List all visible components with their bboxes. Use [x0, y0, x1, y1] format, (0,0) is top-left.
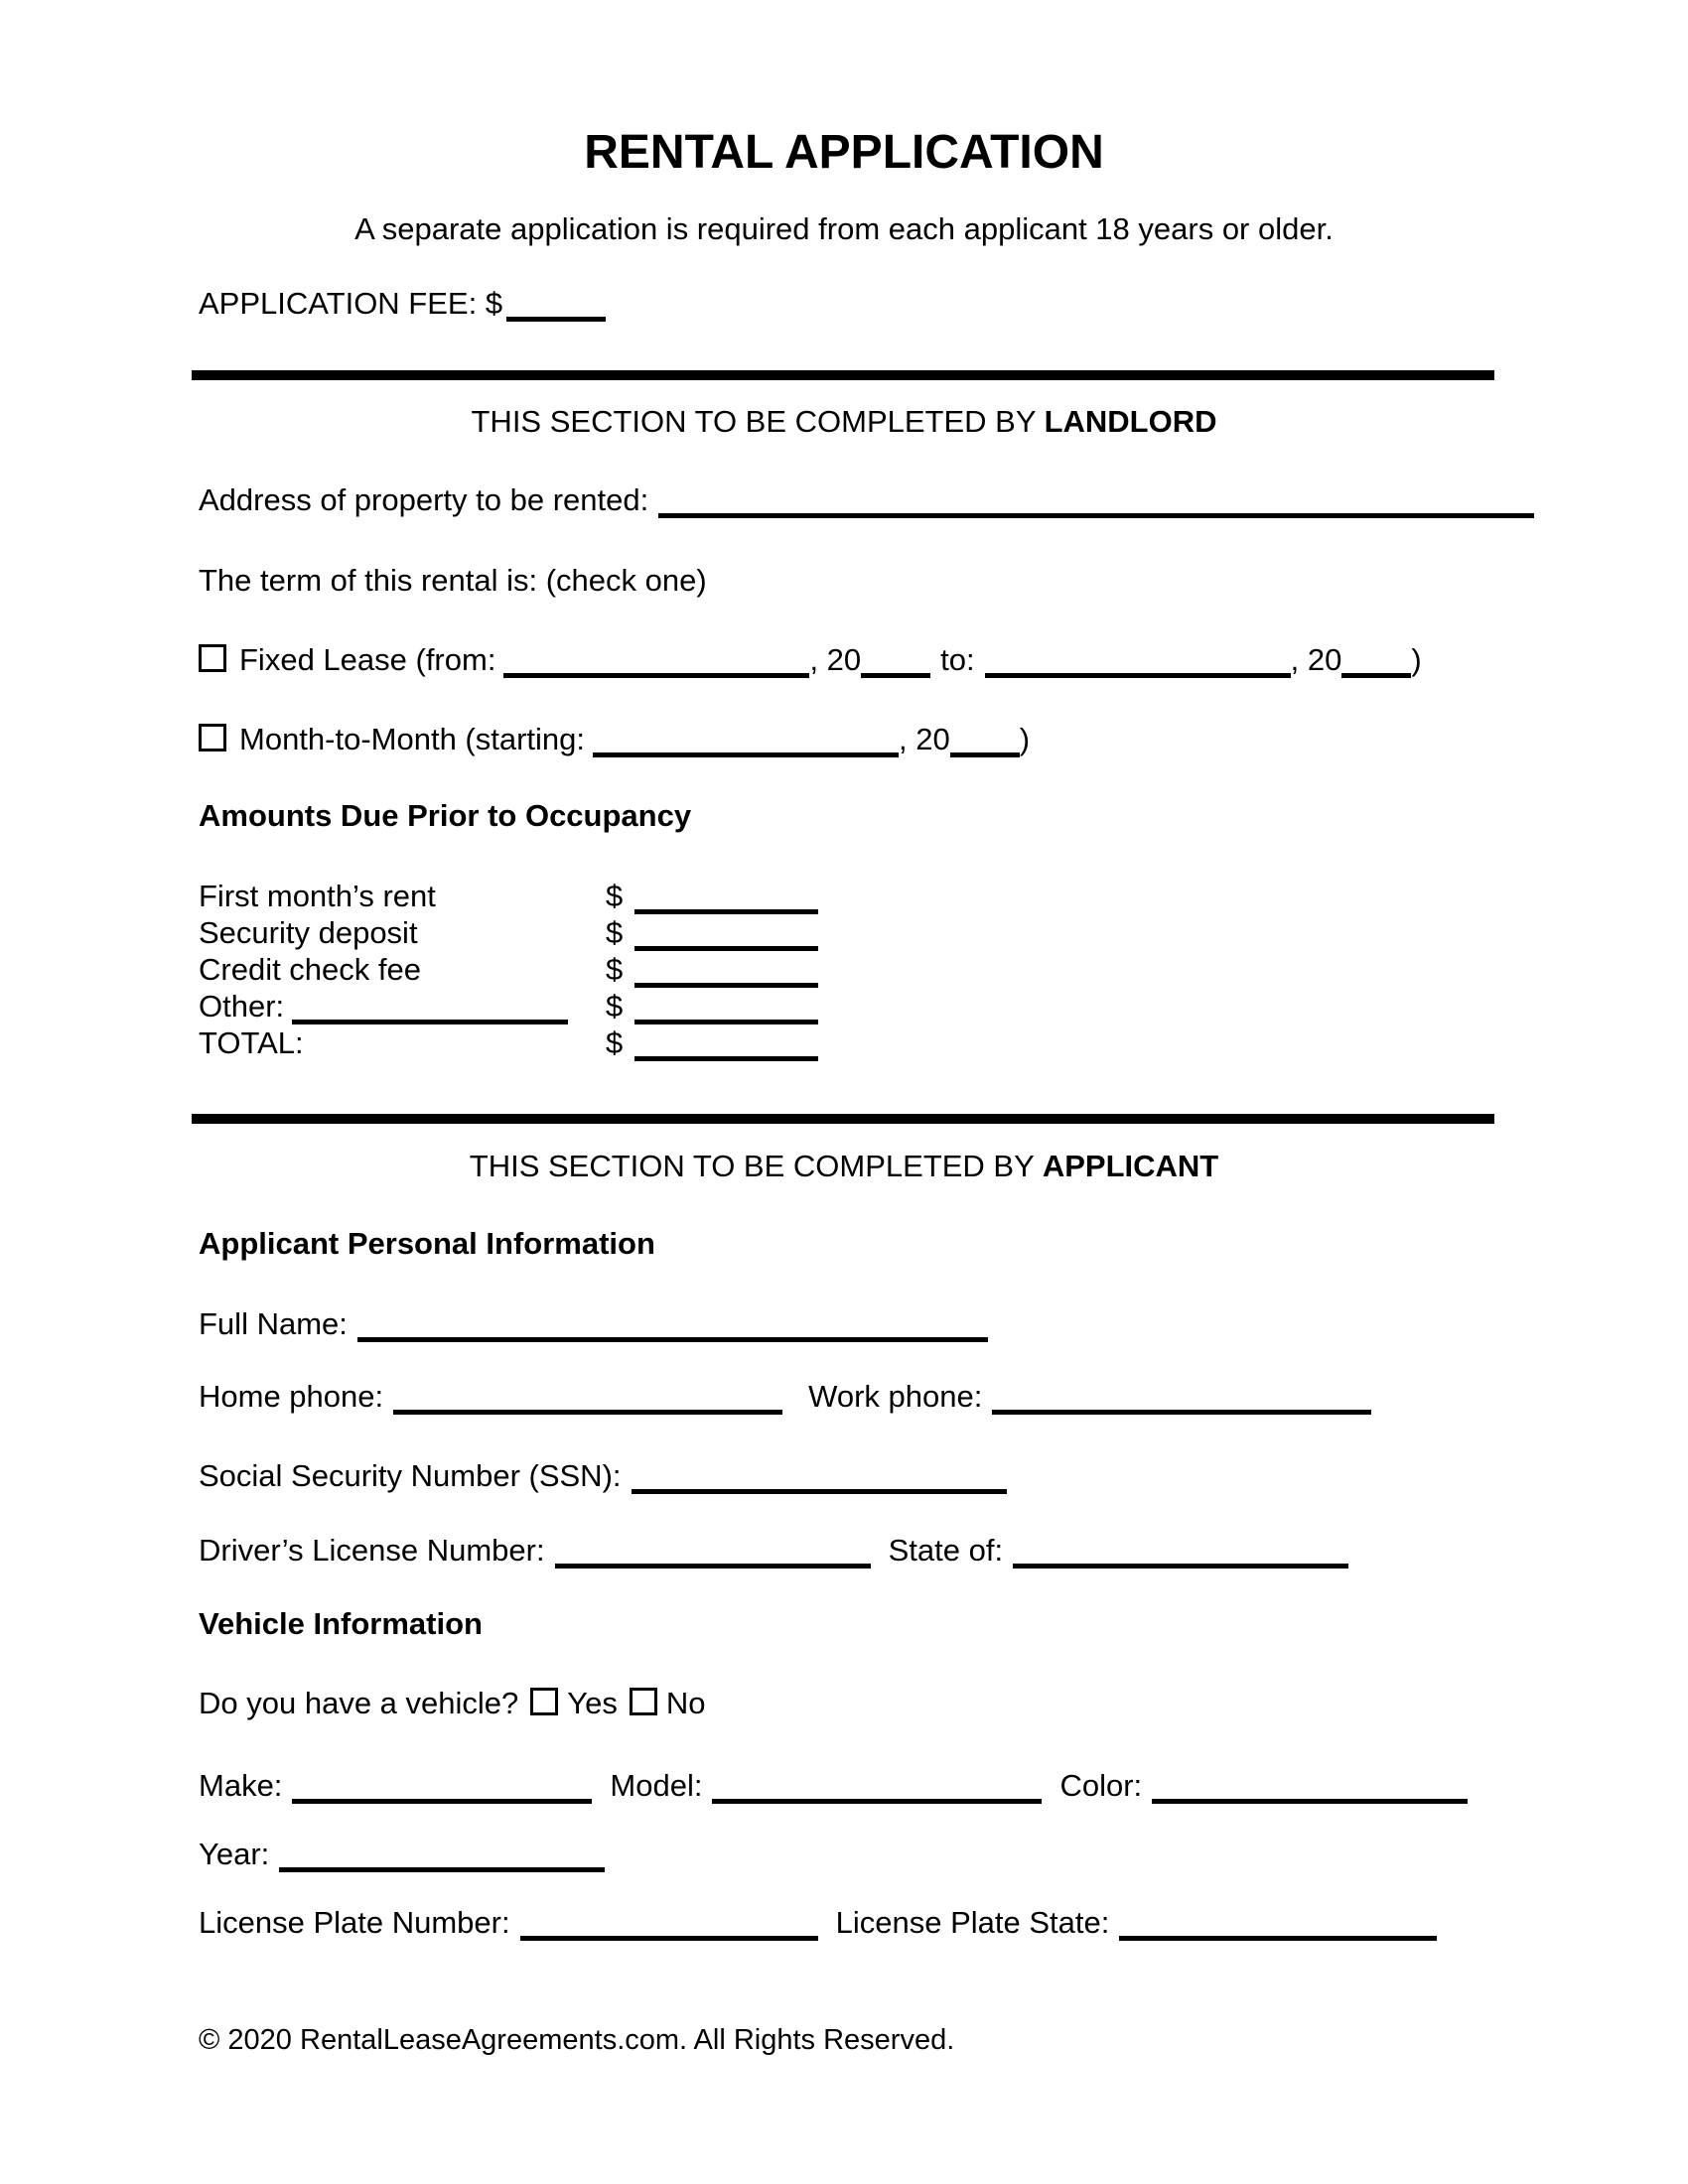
- work-phone-blank[interactable]: [992, 1382, 1371, 1415]
- state-of-label: State of:: [888, 1533, 1004, 1568]
- fixed-lease-to-year-blank[interactable]: [1341, 645, 1411, 678]
- landlord-heading-bold: LANDLORD: [1044, 404, 1217, 439]
- fixed-lease-to-label: to:: [940, 642, 975, 677]
- first-month-rent-currency: $: [606, 879, 624, 913]
- property-address-row: [199, 481, 1534, 519]
- other-currency: $: [606, 989, 624, 1024]
- vehicle-no-checkbox[interactable]: [630, 1688, 657, 1715]
- landlord-section-heading: [0, 403, 1688, 441]
- total-amount-row: [199, 1025, 818, 1061]
- security-deposit-label: Security deposit: [199, 915, 418, 950]
- page-title: RENTAL APPLICATION: [584, 126, 1104, 179]
- vehicle-model-label: Model:: [610, 1768, 703, 1803]
- other-label: Other:: [199, 989, 285, 1024]
- fixed-lease-close-paren: ): [1411, 642, 1422, 677]
- month-to-month-close-paren: ): [1019, 722, 1031, 756]
- month-to-month-label: Month-to-Month (starting:: [239, 722, 586, 756]
- work-phone-label: Work phone:: [808, 1379, 983, 1414]
- page-subtitle: A separate application is required from each applicant 18 years or older.: [354, 211, 1334, 246]
- copyright-footer: © 2020 RentalLeaseAgreements.com. All Rights Reserved.: [199, 2024, 955, 2056]
- fixed-lease-to-blank[interactable]: [985, 645, 1291, 678]
- month-to-month-year-blank[interactable]: [950, 725, 1020, 757]
- rental-term-label: The term of this rental is: (check one): [199, 563, 707, 598]
- month-to-month-comma-20: , 20: [899, 722, 950, 756]
- plate-number-label: License Plate Number:: [199, 1905, 510, 1940]
- drivers-license-blank[interactable]: [555, 1536, 871, 1569]
- vehicle-make-label: Make:: [199, 1768, 283, 1803]
- full-name-blank[interactable]: [357, 1309, 988, 1342]
- license-plate-row: [199, 1904, 1437, 1942]
- total-currency: $: [606, 1025, 624, 1060]
- credit-check-fee-amount-blank[interactable]: [634, 955, 818, 988]
- ssn-row: [199, 1457, 1007, 1495]
- landlord-section-divider: [192, 370, 1494, 380]
- property-address-blank[interactable]: [658, 485, 1534, 518]
- application-fee-label: APPLICATION FEE: $: [199, 286, 503, 321]
- fixed-lease-label: Fixed Lease (from:: [239, 642, 496, 677]
- vehicle-year-row: [199, 1836, 605, 1873]
- application-fee-row: [199, 285, 606, 323]
- fixed-lease-checkbox[interactable]: [199, 644, 226, 672]
- property-address-label: Address of property to be rented:: [199, 482, 649, 517]
- first-month-rent-label: First month’s rent: [199, 879, 436, 913]
- credit-check-fee-currency: $: [606, 952, 624, 987]
- phones-row: [199, 1378, 1371, 1416]
- ssn-label: Social Security Number (SSN):: [199, 1458, 622, 1493]
- application-fee-blank[interactable]: [506, 289, 606, 322]
- full-name-label: Full Name:: [199, 1306, 348, 1341]
- applicant-heading-prefix: THIS SECTION TO BE COMPLETED BY: [469, 1149, 1043, 1183]
- drivers-license-label: Driver’s License Number:: [199, 1533, 545, 1568]
- security-deposit-amount-blank[interactable]: [634, 918, 818, 951]
- credit-check-fee-label: Credit check fee: [199, 952, 421, 987]
- make-model-color-row: [199, 1767, 1468, 1805]
- vehicle-no-label: No: [665, 1686, 706, 1720]
- security-deposit-currency: $: [606, 915, 624, 950]
- other-amount-row: [199, 989, 818, 1024]
- full-name-row: [199, 1305, 988, 1343]
- total-amount-blank[interactable]: [634, 1028, 818, 1061]
- fixed-lease-comma-20: , 20: [809, 642, 862, 677]
- landlord-heading-prefix: THIS SECTION TO BE COMPLETED BY: [471, 404, 1045, 439]
- month-to-month-checkbox[interactable]: [199, 724, 226, 751]
- vehicle-question-row: [199, 1685, 705, 1722]
- vehicle-color-blank[interactable]: [1152, 1771, 1468, 1804]
- vehicle-model-blank[interactable]: [712, 1771, 1042, 1804]
- vehicle-color-label: Color:: [1059, 1768, 1143, 1803]
- vehicle-yes-checkbox[interactable]: [530, 1688, 558, 1715]
- vehicle-question-label: Do you have a vehicle?: [199, 1686, 519, 1720]
- fixed-lease-from-blank[interactable]: [503, 645, 809, 678]
- vehicle-year-label: Year:: [199, 1837, 270, 1871]
- applicant-section-divider: [192, 1114, 1494, 1124]
- ssn-blank[interactable]: [632, 1461, 1007, 1494]
- home-phone-label: Home phone:: [199, 1379, 384, 1414]
- fixed-lease-row: [199, 641, 1422, 679]
- other-label-cell: [199, 989, 606, 1024]
- state-of-blank[interactable]: [1013, 1536, 1348, 1569]
- personal-information-heading: Applicant Personal Information: [199, 1226, 655, 1261]
- other-label-blank[interactable]: [292, 992, 568, 1024]
- other-amount-blank[interactable]: [634, 992, 818, 1024]
- credit-check-fee-row: [199, 952, 818, 988]
- vehicle-year-blank[interactable]: [279, 1840, 605, 1872]
- amounts-due-heading: Amounts Due Prior to Occupancy: [199, 798, 692, 833]
- month-to-month-row: [199, 721, 1030, 758]
- month-to-month-start-blank[interactable]: [593, 725, 899, 757]
- home-phone-blank[interactable]: [393, 1382, 782, 1415]
- first-month-rent-amount-blank[interactable]: [634, 882, 818, 914]
- plate-state-blank[interactable]: [1119, 1908, 1437, 1941]
- vehicle-information-heading: Vehicle Information: [199, 1606, 483, 1641]
- first-month-rent-row: [199, 879, 818, 914]
- plate-number-blank[interactable]: [520, 1908, 818, 1941]
- drivers-license-row: [199, 1532, 1348, 1570]
- fixed-lease-comma-20-2: , 20: [1290, 642, 1342, 677]
- vehicle-yes-label: Yes: [567, 1686, 618, 1720]
- applicant-section-heading: [0, 1148, 1688, 1185]
- fixed-lease-from-year-blank[interactable]: [861, 645, 930, 678]
- applicant-heading-bold: APPLICANT: [1042, 1149, 1219, 1183]
- security-deposit-row: [199, 915, 818, 951]
- vehicle-make-blank[interactable]: [292, 1771, 592, 1804]
- plate-state-label: License Plate State:: [835, 1905, 1110, 1940]
- total-label: TOTAL:: [199, 1025, 304, 1060]
